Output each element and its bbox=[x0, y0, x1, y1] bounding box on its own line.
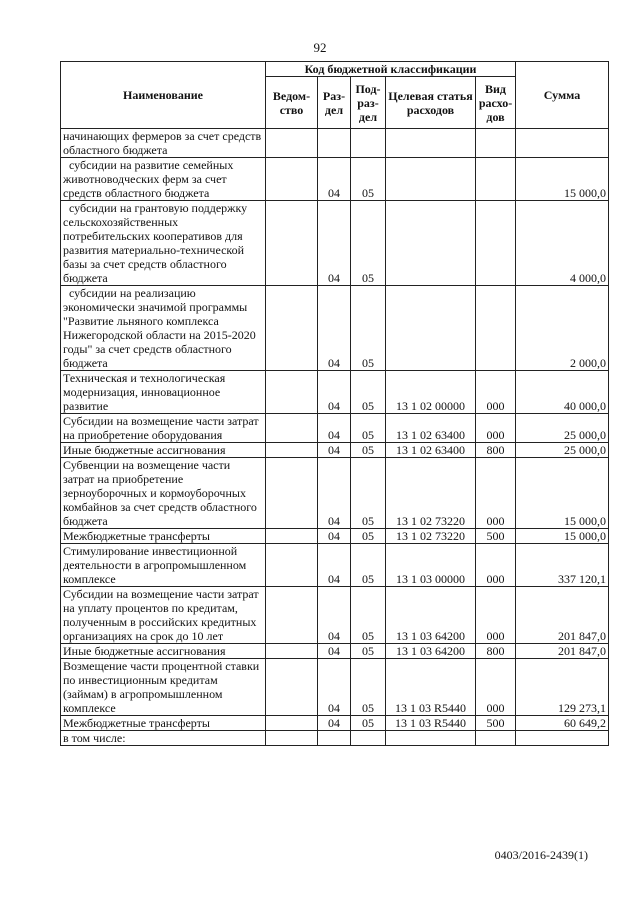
header-podrazdel: Под-раз-дел bbox=[351, 77, 386, 129]
cell-name: Техническая и технологическая модернизация, инновационное развитие bbox=[61, 371, 266, 414]
cell-tselevaya bbox=[386, 201, 476, 286]
cell-summa bbox=[516, 731, 609, 746]
cell-summa: 15 000,0 bbox=[516, 158, 609, 201]
cell-vedomstvo bbox=[266, 644, 318, 659]
cell-vid: 000 bbox=[476, 458, 516, 529]
cell-podrazdel: 05 bbox=[351, 286, 386, 371]
cell-summa: 15 000,0 bbox=[516, 458, 609, 529]
cell-podrazdel: 05 bbox=[351, 201, 386, 286]
cell-vid bbox=[476, 129, 516, 158]
cell-razdel: 04 bbox=[318, 458, 351, 529]
page-number: 92 bbox=[313, 40, 327, 55]
cell-razdel: 04 bbox=[318, 158, 351, 201]
cell-vedomstvo bbox=[266, 129, 318, 158]
cell-razdel: 04 bbox=[318, 443, 351, 458]
table-row bbox=[61, 414, 609, 443]
cell-name: Субвенции на возмещение части затрат на приобретение зерноуборочных и кормоуборочных комбайнов за счет средств областного бюджета bbox=[61, 458, 266, 529]
table-row bbox=[61, 443, 609, 458]
cell-vid: 000 bbox=[476, 587, 516, 644]
cell-razdel: 04 bbox=[318, 201, 351, 286]
cell-vid: 500 bbox=[476, 529, 516, 544]
cell-razdel: 04 bbox=[318, 544, 351, 587]
cell-razdel: 04 bbox=[318, 587, 351, 644]
cell-vid: 800 bbox=[476, 644, 516, 659]
cell-podrazdel: 05 bbox=[351, 716, 386, 731]
cell-vedomstvo bbox=[266, 458, 318, 529]
cell-tselevaya bbox=[386, 286, 476, 371]
cell-podrazdel: 05 bbox=[351, 414, 386, 443]
cell-podrazdel bbox=[351, 731, 386, 746]
cell-podrazdel: 05 bbox=[351, 371, 386, 414]
cell-razdel: 04 bbox=[318, 414, 351, 443]
cell-vedomstvo bbox=[266, 158, 318, 201]
cell-vedomstvo bbox=[266, 731, 318, 746]
cell-summa: 201 847,0 bbox=[516, 644, 609, 659]
cell-name: Иные бюджетные ассигнования bbox=[61, 443, 266, 458]
cell-vedomstvo bbox=[266, 659, 318, 716]
header-name: Наименование bbox=[61, 62, 266, 129]
cell-name: Субсидии на возмещение части затрат на уплату процентов по кредитам, полученным в российских кредитных организациях на срок до 10 лет bbox=[61, 587, 266, 644]
cell-summa: 15 000,0 bbox=[516, 529, 609, 544]
cell-razdel: 04 bbox=[318, 371, 351, 414]
table-row bbox=[61, 371, 609, 414]
cell-summa: 25 000,0 bbox=[516, 443, 609, 458]
cell-podrazdel: 05 bbox=[351, 544, 386, 587]
cell-name: начинающих фермеров за счет средств областного бюджета bbox=[61, 129, 266, 158]
cell-summa: 40 000,0 bbox=[516, 371, 609, 414]
cell-podrazdel: 05 bbox=[351, 158, 386, 201]
cell-vid bbox=[476, 201, 516, 286]
cell-tselevaya: 13 1 03 64200 bbox=[386, 644, 476, 659]
cell-vedomstvo bbox=[266, 716, 318, 731]
cell-vid bbox=[476, 158, 516, 201]
cell-vedomstvo bbox=[266, 371, 318, 414]
cell-vid: 000 bbox=[476, 414, 516, 443]
cell-podrazdel: 05 bbox=[351, 529, 386, 544]
cell-name: субсидии на развитие семейных животноводческих ферм за счет средств областного бюджета bbox=[61, 158, 266, 201]
budget-table bbox=[60, 61, 609, 746]
cell-vid: 000 bbox=[476, 371, 516, 414]
cell-razdel bbox=[318, 129, 351, 158]
cell-vid bbox=[476, 731, 516, 746]
cell-summa: 129 273,1 bbox=[516, 659, 609, 716]
cell-summa: 201 847,0 bbox=[516, 587, 609, 644]
cell-name: в том числе: bbox=[61, 731, 266, 746]
cell-name: Межбюджетные трансферты bbox=[61, 529, 266, 544]
cell-podrazdel: 05 bbox=[351, 644, 386, 659]
cell-name: Иные бюджетные ассигнования bbox=[61, 644, 266, 659]
table-row bbox=[61, 529, 609, 544]
cell-vedomstvo bbox=[266, 201, 318, 286]
cell-razdel: 04 bbox=[318, 659, 351, 716]
cell-name: Возмещение части процентной ставки по инвестиционным кредитам (займам) в агропромышленном комплексе bbox=[61, 659, 266, 716]
cell-summa: 4 000,0 bbox=[516, 201, 609, 286]
table-row bbox=[61, 644, 609, 659]
cell-tselevaya bbox=[386, 158, 476, 201]
cell-summa: 337 120,1 bbox=[516, 544, 609, 587]
cell-tselevaya: 13 1 03 00000 bbox=[386, 544, 476, 587]
cell-tselevaya: 13 1 03 64200 bbox=[386, 587, 476, 644]
cell-vid: 800 bbox=[476, 443, 516, 458]
cell-summa: 60 649,2 bbox=[516, 716, 609, 731]
table-row bbox=[61, 544, 609, 587]
cell-vid bbox=[476, 286, 516, 371]
header-tselevaya: Целевая статья расходов bbox=[386, 77, 476, 129]
cell-razdel: 04 bbox=[318, 716, 351, 731]
cell-vedomstvo bbox=[266, 443, 318, 458]
cell-name: Субсидии на возмещение части затрат на приобретение оборудования bbox=[61, 414, 266, 443]
cell-name: субсидии на грантовую поддержку сельскохозяйственных потребительских кооперативов для развития материально-технической базы за счет средств областного бюджета bbox=[61, 201, 266, 286]
cell-tselevaya bbox=[386, 731, 476, 746]
cell-podrazdel bbox=[351, 129, 386, 158]
header-summa: Сумма bbox=[516, 62, 609, 129]
cell-podrazdel: 05 bbox=[351, 587, 386, 644]
cell-vedomstvo bbox=[266, 544, 318, 587]
cell-name: Межбюджетные трансферты bbox=[61, 716, 266, 731]
cell-vedomstvo bbox=[266, 529, 318, 544]
cell-summa: 2 000,0 bbox=[516, 286, 609, 371]
cell-vedomstvo bbox=[266, 587, 318, 644]
table-row bbox=[61, 716, 609, 731]
cell-podrazdel: 05 bbox=[351, 659, 386, 716]
cell-podrazdel: 05 bbox=[351, 443, 386, 458]
cell-razdel: 04 bbox=[318, 644, 351, 659]
cell-tselevaya: 13 1 03 R5440 bbox=[386, 659, 476, 716]
table-row bbox=[61, 731, 609, 746]
table-row bbox=[61, 129, 609, 158]
cell-vid: 500 bbox=[476, 716, 516, 731]
cell-summa: 25 000,0 bbox=[516, 414, 609, 443]
table-row bbox=[61, 286, 609, 371]
cell-vedomstvo bbox=[266, 286, 318, 371]
cell-tselevaya: 13 1 02 63400 bbox=[386, 443, 476, 458]
cell-razdel: 04 bbox=[318, 286, 351, 371]
cell-tselevaya: 13 1 02 73220 bbox=[386, 529, 476, 544]
cell-name: субсидии на реализацию экономически значимой программы "Развитие льняного комплекса Нижегородской области на 2015-2020 годы" за счет средств областного бюджета bbox=[61, 286, 266, 371]
document-code: 0403/2016-2439(1) bbox=[494, 848, 588, 862]
header-group: Код бюджетной классификации bbox=[266, 62, 516, 77]
header-vedomstvo: Ведом-ство bbox=[266, 77, 318, 129]
table-row bbox=[61, 201, 609, 286]
cell-tselevaya: 13 1 02 00000 bbox=[386, 371, 476, 414]
cell-tselevaya: 13 1 03 R5440 bbox=[386, 716, 476, 731]
cell-tselevaya: 13 1 02 73220 bbox=[386, 458, 476, 529]
header-razdel: Раз-дел bbox=[318, 77, 351, 129]
cell-podrazdel: 05 bbox=[351, 458, 386, 529]
cell-razdel: 04 bbox=[318, 529, 351, 544]
cell-vedomstvo bbox=[266, 414, 318, 443]
table-row bbox=[61, 659, 609, 716]
cell-vid: 000 bbox=[476, 544, 516, 587]
cell-vid: 000 bbox=[476, 659, 516, 716]
cell-tselevaya: 13 1 02 63400 bbox=[386, 414, 476, 443]
table-row bbox=[61, 158, 609, 201]
cell-razdel bbox=[318, 731, 351, 746]
cell-name: Стимулирование инвестиционной деятельности в агропромышленном комплексе bbox=[61, 544, 266, 587]
table-row bbox=[61, 458, 609, 529]
cell-summa bbox=[516, 129, 609, 158]
cell-tselevaya bbox=[386, 129, 476, 158]
table-row bbox=[61, 587, 609, 644]
header-vid: Вид расхо-дов bbox=[476, 77, 516, 129]
